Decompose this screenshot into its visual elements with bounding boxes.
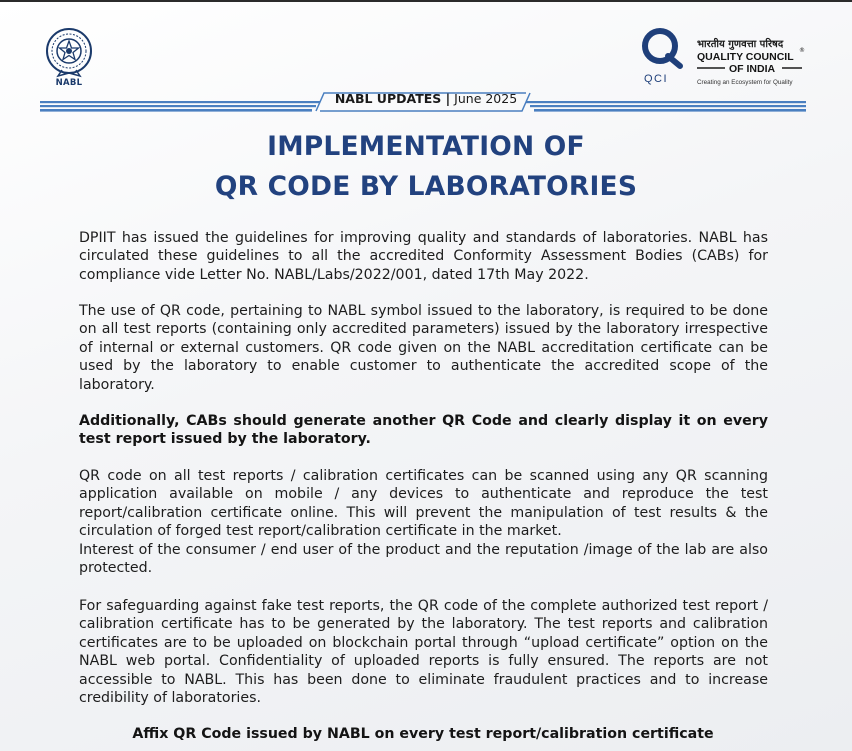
- banner-title: NABL UPDATES |: [334, 91, 451, 106]
- newsletter-banner: [0, 91, 852, 106]
- page-title-line1: IMPLEMENTATION OF: [267, 131, 585, 162]
- affix-qr-callout: Affix QR Code issued by NABL on every test report/calibration certificate: [132, 726, 714, 742]
- paragraph-scanning: QR code on all test reports / calibration certificates can be scanned using any QR scanning application available on mobile / any devices to authenticate and reproduce the test report/calibration certificate online. This will prevent the manipulation of test results & the circulation of forged test report/calibration certificate in the market.: [79, 468, 768, 540]
- page-title-line2: QR CODE BY LABORATORIES: [214, 171, 638, 202]
- paragraph-consumer-interest: Interest of the consumer / end user of the product and the reputation /image of the lab are also protected.: [79, 542, 768, 577]
- qci-name-line1: QUALITY COUNCIL: [697, 51, 794, 63]
- paragraph-qr-usage: The use of QR code, pertaining to NABL symbol issued to the laboratory, is required to be done on all test reports (containing only accredited parameters) issued by the laboratory irrespective of internal or external customers. QR code given on the NABL accreditation certificate can be used by the laboratory to enable customer to authenticate the accredited scope of the laboratory.: [79, 303, 768, 393]
- top-border: [0, 0, 852, 2]
- paragraph-dpiit: DPIIT has issued the guidelines for improving quality and standards of laboratories. NABL has circulated these guidelines to all the accredited Conformity Assessment Bodies (CABs) for compliance vide Letter No. NABL/Labs/2022/001, dated 17th May 2022.: [79, 230, 768, 283]
- qci-tagline: Creating an Ecosystem for Quality: [697, 79, 793, 86]
- paragraph-additional-qr: Additionally, CABs should generate another QR Code and clearly display it on every test report issued by the laboratory.: [79, 413, 768, 448]
- qci-abbreviation: QCI: [644, 73, 669, 85]
- qci-name-line2: OF INDIA: [729, 63, 776, 75]
- paragraph-safeguarding: For safeguarding against fake test reports, the QR code of the complete authorized test report / calibration certificate has to be generated by the laboratory. The test reports and calibration certificates are to be uploaded on blockchain portal through “upload certificate” option on the NABL web portal. Confidentiality of uploaded reports is fully ensured. The reports are not accessible to NABL. This has been done to eliminate fraudulent practices and to increase credibility of laboratories.: [79, 598, 768, 707]
- banner-date: June 2025: [450, 91, 518, 106]
- nabl-logo-text: NABL: [55, 78, 83, 88]
- qci-hindi-name: भारतीय गुणवत्ता परिषद: [697, 39, 784, 50]
- qci-registered-mark: ®: [799, 47, 805, 54]
